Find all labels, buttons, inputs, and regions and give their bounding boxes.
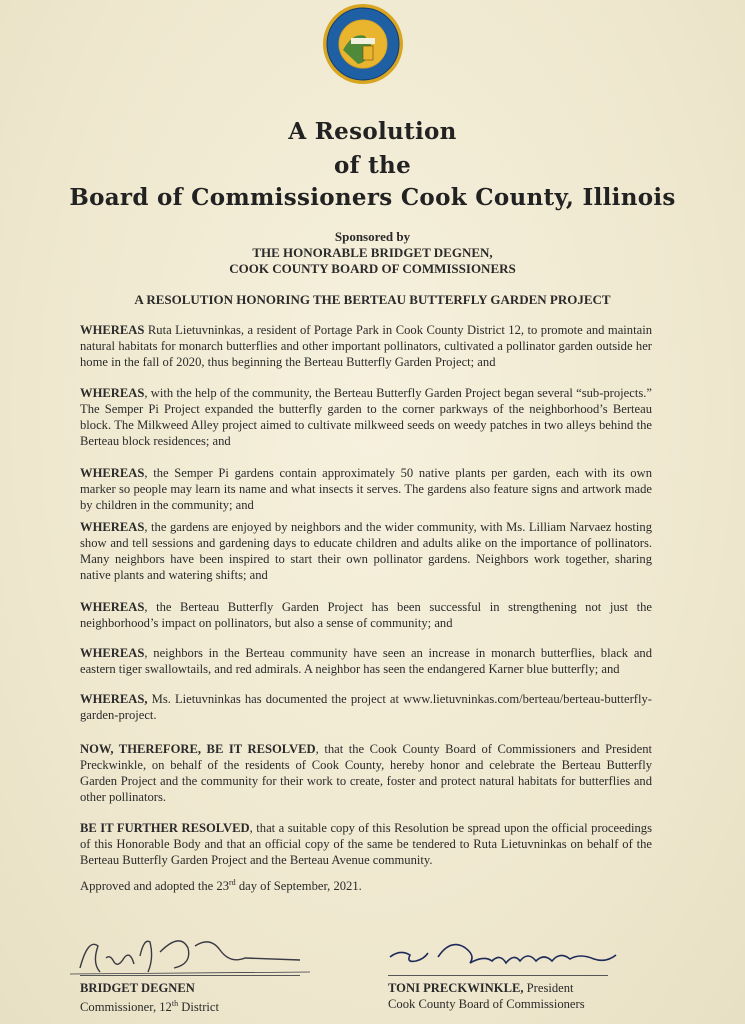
paragraph-lead: WHEREAS (80, 520, 145, 534)
paragraph-text: , that a suitable copy of this Resolution be spread upon the official proceedings of this Honorable Body and that an official copy of the same be tendered to Ruta Lietuvninkas on behalf of the Berteau Butterfly Garden Project and the Berteau Avenue community. (80, 821, 652, 867)
paragraph-lead: WHEREAS (80, 646, 145, 660)
paragraph-lead: WHEREAS (80, 323, 145, 337)
right-signer-title: Cook County Board of Commissioners (388, 997, 585, 1011)
left-signer-title: Commissioner, 12th District (80, 999, 220, 1015)
whereas-paragraph (80, 645, 652, 677)
resolution-title: A Resolution (288, 118, 457, 145)
paragraph-lead: WHEREAS, (80, 692, 148, 706)
further-resolved-paragraph (80, 820, 652, 868)
paragraph-text: , with the help of the community, the Berteau Butterfly Garden Project began several “sub-projects.” The Semper Pi Project expanded the butterfly garden to the corner parkways of the neighborhood’s Berteau block. The Milkweed Alley project aimed to cultivate milkweed seeds on weedy patches in two alleys behind the Berteau block residences; and (80, 386, 652, 448)
paragraph-text: , neighbors in the Berteau community have seen an increase in monarch butterflies, black and eastern tiger swallowtails, and red admirals. A neighbor has seen the endangered Karner blue butterfly; and (80, 646, 652, 676)
resolution-heading: A RESOLUTION HONORING THE BERTEAU BUTTERFLY GARDEN PROJECT (134, 292, 611, 307)
resolution-subtitle: of the (333, 152, 412, 179)
left-signer-name: BRIDGET DEGNEN (80, 981, 195, 995)
county-seal-logo (313, 2, 413, 86)
sponsor-label: Sponsored by (334, 229, 411, 244)
paragraph-text: , the Berteau Butterfly Garden Project has been successful in strengthening not just the neighborhood’s impact on pollinators, but also a sense of community; and (80, 600, 652, 630)
whereas-paragraph (80, 322, 652, 370)
paragraph-text: , the Semper Pi gardens contain approximately 50 native plants per garden, each with its own marker so people may learn its name and what insects it serves. The gardens also feature signs and artwork made by children in the community; and (80, 466, 652, 512)
left-signature-line (80, 975, 300, 976)
resolved-paragraph (80, 741, 652, 805)
paragraph-lead: WHEREAS (80, 386, 145, 400)
whereas-paragraph (80, 599, 652, 631)
approval-date: Approved and adopted the 23rd day of September, 2021. (80, 878, 362, 894)
whereas-paragraph (80, 691, 652, 723)
whereas-paragraph (80, 465, 652, 513)
whereas-paragraph (80, 519, 652, 583)
paragraph-text: , that the Cook County Board of Commissioners and President Preckwinkle, on behalf of the residents of Cook County, hereby honor and celebrate the Berteau Butterfly Garden Project and the community for their work to create, foster and protect natural habitats for butterflies and other pollinators. (80, 742, 652, 804)
paragraph-lead: BE IT FURTHER RESOLVED (80, 821, 250, 835)
right-signature-line (388, 975, 608, 976)
paragraph-text: Ruta Lietuvninkas, a resident of Portage Park in Cook County District 12, to promote and maintain natural habitats for monarch butterflies and other important pollinators, cultivated a pollinator garden outside her home in the fall of 2020, thus beginning the Berteau Butterfly Garden Project; and (80, 323, 652, 369)
paragraph-lead: WHEREAS (80, 466, 145, 480)
paragraph-lead: WHEREAS (80, 600, 145, 614)
sponsor-name: THE HONORABLE BRIDGET DEGNEN, (252, 245, 493, 260)
paragraph-text: Ms. Lietuvninkas has documented the project at www.lietuvninkas.com/berteau/berteau-butterfly-garden-project. (80, 692, 652, 722)
preckwinkle-signature (380, 935, 630, 975)
right-signer-name: TONI PRECKWINKLE, President (388, 981, 574, 995)
board-title: Board of Commissioners Cook County, Illinois (69, 184, 676, 211)
whereas-paragraph (80, 385, 652, 449)
sponsor-board: COOK COUNTY BOARD OF COMMISSIONERS (229, 261, 516, 276)
paragraph-text: , the gardens are enjoyed by neighbors and the wider community, with Ms. Lilliam Narvaez hosting show and tell sessions and gardening days to educate children and adults alike on the importance of pollinators. Many neighbors have been inspired to start their own pollinator gardens. Neighbors work together, sharing native plants and watering shifts; and (80, 520, 652, 582)
paragraph-lead: NOW, THEREFORE, BE IT RESOLVED (80, 742, 316, 756)
